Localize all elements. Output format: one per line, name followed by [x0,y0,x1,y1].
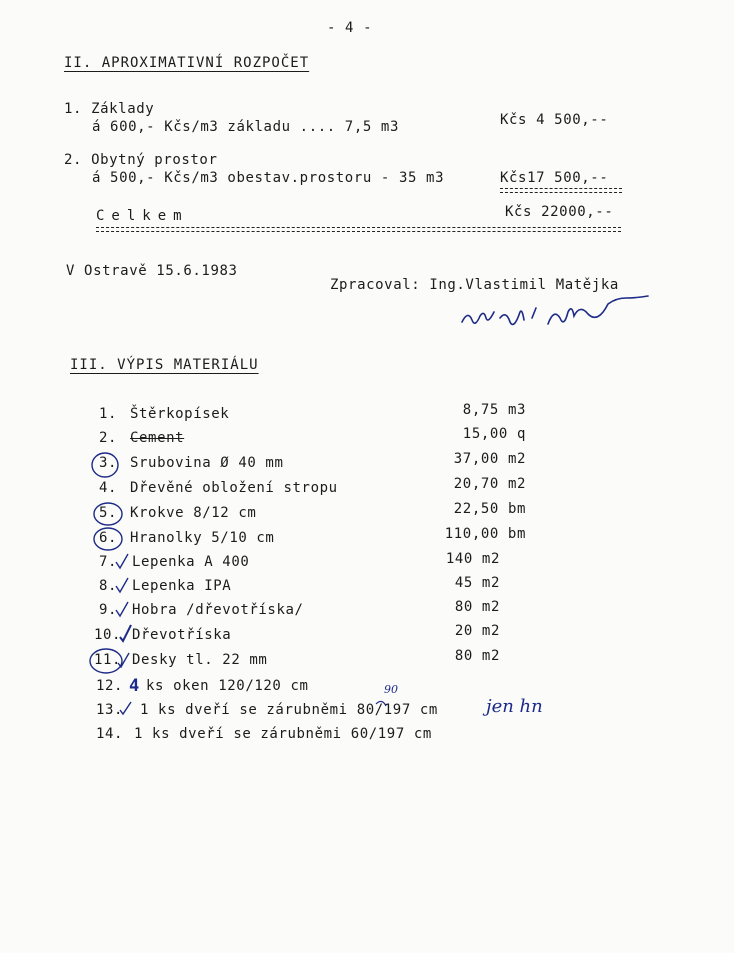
budget-item1-amount: Kčs 4 500,-- [500,112,609,128]
material-no: 4. [99,480,118,496]
material-no: 13. [96,702,124,718]
material-qty: 20,70 m2 [453,476,526,492]
material-no: 11. [94,652,122,668]
place-date: V Ostravě 15.6.1983 [66,263,238,279]
prepared-by: Zpracoval: Ing.Vlastimil Matějka [330,277,619,293]
material-no: 9. [99,602,118,618]
budget-item2-label: 2. Obytný prostor [64,152,218,168]
budget-total-amount: Kčs 22000,-- [505,204,614,220]
material-no: 10. [94,627,122,643]
material-name: Hranolky 5/10 cm [130,530,275,546]
budget-item1-label: 1. Základy [64,101,155,117]
material-name: Lepenka IPA [132,578,232,594]
material-qty: 140 m2 [445,551,500,567]
budget-heading: II. APROXIMATIVNÍ ROZPOČET [64,55,310,71]
material-no: 2. [99,430,118,446]
material-name: 1 ks dveří se zárubněmi 60/197 cm [134,726,432,742]
material-qty: 22,50 bm [453,501,526,517]
material-no: 3. [99,455,118,471]
material-no: 8. [99,578,118,594]
material-qty: 80 m2 [454,648,500,664]
material-qty: 8,75 m3 [462,402,526,418]
material-qty: 15,00 q [462,426,526,442]
material-name: Dřevěné obložení stropu [130,480,338,496]
material-qty: 110,00 bm [444,526,526,542]
material-qty: 20 m2 [454,623,500,639]
material-name: ks oken 120/120 cm [146,678,309,694]
material-qty: 45 m2 [454,575,500,591]
material-no: 5. [99,505,118,521]
budget-item2-amount: Kčs17 500,-- [500,170,609,186]
material-name: Srubovina Ø 40 mm [130,455,284,471]
material-qty: 80 m2 [454,599,500,615]
handwritten-note-jen-hn: jen hn [486,696,543,717]
material-no: 6. [99,530,118,546]
material-name: Krokve 8/12 cm [130,505,257,521]
material-no: 7. [99,554,118,570]
page-number: - 4 - [327,20,373,36]
material-name: Hobra /dřevotříska/ [132,602,304,618]
material-name: Lepenka A 400 [132,554,250,570]
materials-heading: III. VÝPIS MATERIÁLU [70,357,259,373]
material-no: 1. [99,406,118,422]
material-name: Desky tl. 22 mm [132,652,268,668]
material-name: 1 ks dveří se zárubněmi 80/197 cm [140,702,438,718]
material-name: Cement [130,430,185,446]
budget-item1-detail: á 600,- Kčs/m3 základu .... 7,5 m3 [92,119,399,135]
material-no: 12. [96,678,124,694]
material-prefix: 4 [129,676,140,696]
material-qty: 37,00 m2 [453,451,526,467]
budget-item2-detail: á 500,- Kčs/m3 obestav.prostoru - 35 m3 [92,170,445,186]
material-name: Dřevotříska [132,627,232,643]
budget-total-label: Celkem [96,208,189,224]
material-name: Štěrkopísek [130,406,230,422]
material-no: 14. [96,726,124,742]
handwritten-note-90: 90 [384,683,398,696]
